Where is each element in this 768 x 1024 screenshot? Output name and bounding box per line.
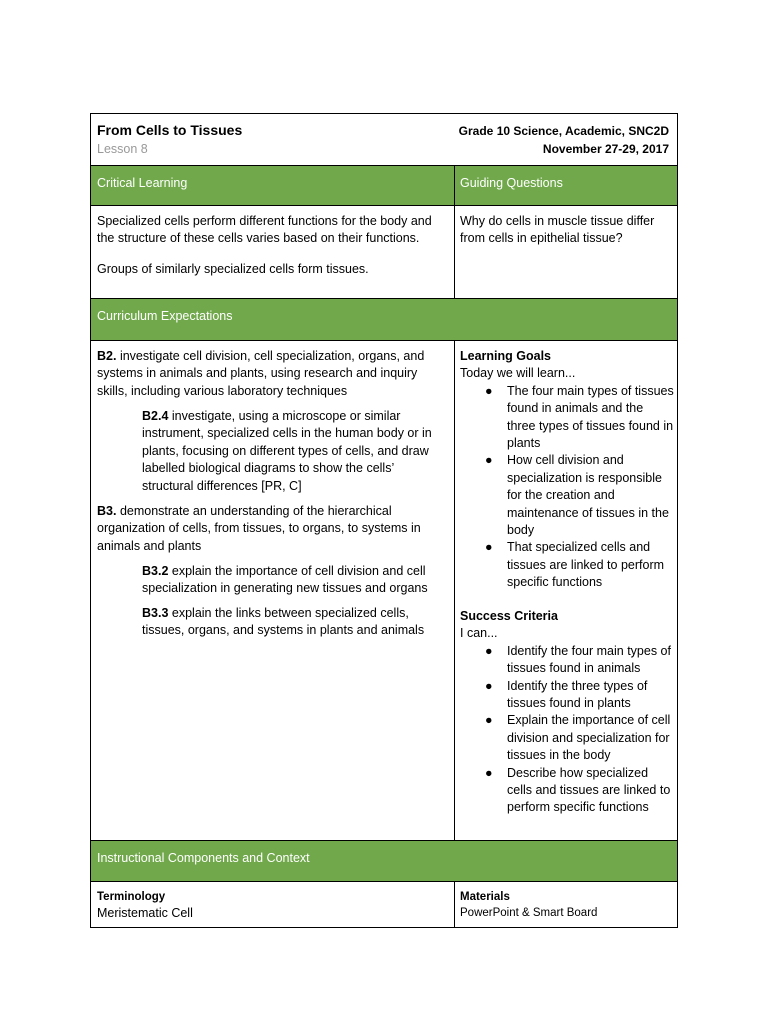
header-row bbox=[91, 114, 677, 166]
instructional-bar bbox=[91, 840, 677, 881]
expectations-row bbox=[91, 340, 677, 840]
guiding-question-1: Why do cells in muscle tissue differ from cells in epithelial tissue? bbox=[460, 214, 655, 246]
learning-goals-intro: Today we will learn... bbox=[460, 366, 576, 381]
materials-label: Materials bbox=[460, 891, 510, 903]
list-item: ● That specialized cells and tissues are linked to perform specific functions bbox=[485, 540, 665, 590]
list-item: ● The four main types of tissues found in animals and the three types of tissues found in plants bbox=[485, 383, 674, 451]
expectation-b3-code: B3. bbox=[97, 504, 117, 518]
expectation-b3-3-text: explain the links between specialized cells, tissues, organs, and systems in plants and animals bbox=[142, 606, 425, 638]
column-divider bbox=[454, 881, 455, 927]
curriculum-bar bbox=[91, 298, 677, 340]
list-item: ● Describe how specialized cells and tissues are linked to perform specific functions bbox=[485, 765, 671, 815]
list-item: ● Explain the importance of cell division and specialization for tissues in the body bbox=[485, 713, 671, 763]
lesson-title: From Cells to Tissues bbox=[97, 122, 243, 138]
bullet-icon: ● bbox=[485, 453, 493, 468]
list-item: ● Identify the four main types of tissues found in animals bbox=[485, 643, 671, 676]
critical-guiding-bar bbox=[91, 165, 677, 205]
list-item: ● How cell division and specialization is responsible for the creation and maintenance of tissues in the body bbox=[485, 453, 669, 538]
expectation-b2 bbox=[97, 348, 432, 400]
expectation-b2-4-text: investigate, using a microscope or similar instrument, specialized cells in the human body or in plants, focusing on different types of cells, and draw labelled biological diagrams to show the cells’ structural differences [PR, C] bbox=[142, 409, 432, 493]
lesson-dates: November 27-29, 2017 bbox=[542, 142, 669, 156]
bullet-icon: ● bbox=[485, 540, 493, 555]
learning-goals-list bbox=[460, 383, 675, 592]
terminology-label: Terminology bbox=[97, 891, 166, 903]
critical-learning-statement-2: Groups of similarly specialized cells form tissues. bbox=[97, 262, 369, 276]
column-divider bbox=[454, 340, 455, 840]
success-criteria-heading: Success Criteria bbox=[460, 609, 558, 623]
critical-learning-row bbox=[91, 205, 677, 298]
guiding-questions-heading: Guiding Questions bbox=[460, 176, 563, 190]
expectation-b2-code: B2. bbox=[97, 349, 117, 363]
list-item: ● Identify the three types of tissues found in plants bbox=[485, 678, 648, 711]
lesson-number: Lesson 8 bbox=[97, 142, 148, 156]
expectation-b3-2 bbox=[142, 563, 442, 598]
instructional-components-heading: Instructional Components and Context bbox=[97, 851, 310, 865]
learning-goals-section bbox=[460, 348, 675, 592]
critical-learning-statement-1: Specialized cells perform different functions for the body and the structure of these cells varies based on their functions. bbox=[97, 214, 432, 246]
critical-learning-heading: Critical Learning bbox=[97, 176, 188, 190]
terminology-value: Meristematic Cell bbox=[97, 906, 193, 920]
bullet-icon: ● bbox=[485, 643, 493, 658]
expectation-b2-4 bbox=[142, 408, 442, 495]
expectation-b3-3 bbox=[142, 605, 442, 640]
bullet-icon: ● bbox=[485, 383, 493, 398]
lesson-plan-table bbox=[90, 113, 678, 928]
course-code: Grade 10 Science, Academic, SNC2D bbox=[458, 124, 669, 138]
expectation-b3 bbox=[97, 503, 432, 555]
curriculum-expectations-heading: Curriculum Expectations bbox=[97, 309, 233, 323]
learning-goals-heading: Learning Goals bbox=[460, 349, 551, 363]
bullet-icon: ● bbox=[485, 765, 493, 780]
expectation-b3-text: demonstrate an understanding of the hierarchical organization of cells, from tissues, to organs, to systems in animals and plants bbox=[97, 504, 421, 553]
bullet-icon: ● bbox=[485, 713, 493, 728]
expectation-b3-2-code: B3.2 bbox=[142, 564, 169, 578]
expectation-b3-3-code: B3.3 bbox=[142, 606, 169, 620]
success-criteria-intro: I can... bbox=[460, 626, 498, 641]
materials-value: PowerPoint & Smart Board bbox=[460, 907, 598, 919]
success-criteria-section bbox=[460, 608, 675, 817]
footer-row bbox=[91, 881, 677, 927]
expectation-b3-2-text: explain the importance of cell division and cell specialization in generating new tissues and organs bbox=[142, 564, 428, 596]
success-criteria-list bbox=[460, 643, 675, 817]
bullet-icon: ● bbox=[485, 678, 493, 693]
expectation-b2-text: investigate cell division, cell specialization, organs, and systems in animals and plants, using research and inquiry skills, including various laboratory techniques bbox=[97, 349, 425, 398]
expectation-b2-4-code: B2.4 bbox=[142, 409, 169, 423]
